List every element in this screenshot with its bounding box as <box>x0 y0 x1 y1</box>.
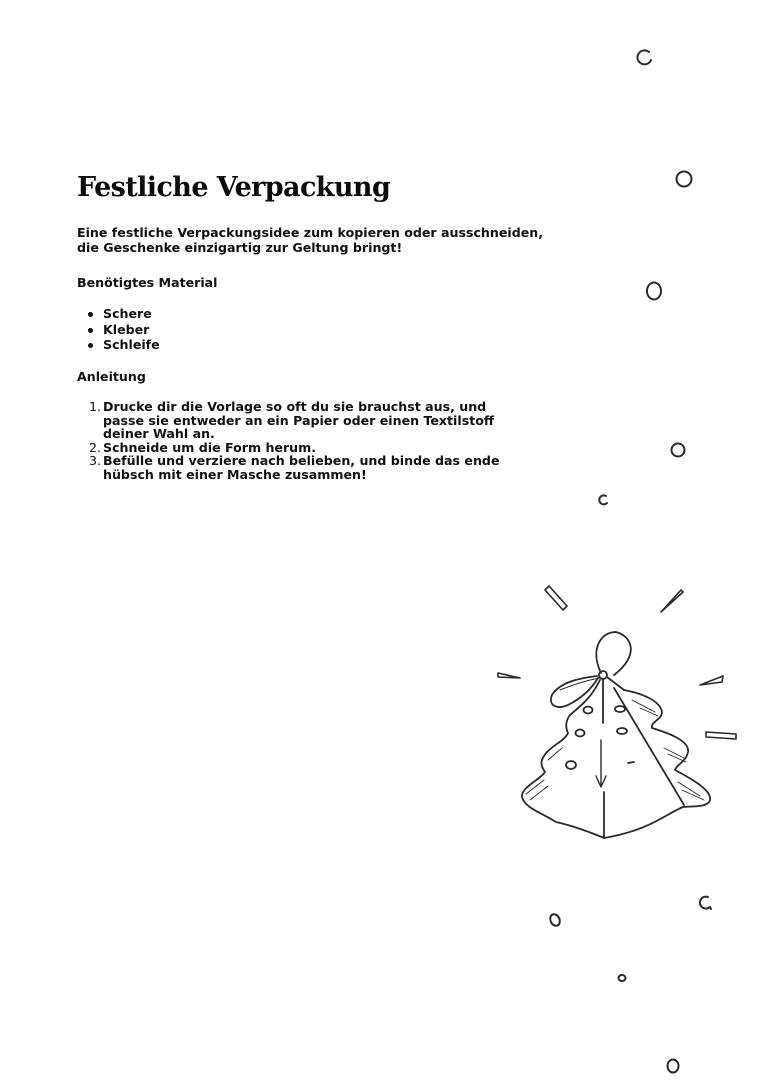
tree-gift-drawing <box>522 632 710 838</box>
list-item <box>77 322 160 338</box>
bullet-icon <box>88 328 93 333</box>
sparkle-icon <box>545 586 567 610</box>
step-number: 1. <box>88 399 101 414</box>
list-item <box>77 337 160 353</box>
bubble-icon <box>638 50 651 64</box>
list-item <box>77 400 527 441</box>
material-label: Schleife <box>103 337 160 352</box>
materials-heading: Benötigtes Material <box>77 275 218 290</box>
bubble-icon <box>548 913 561 928</box>
instructions-list <box>77 400 527 482</box>
bubble-icon <box>619 975 626 981</box>
bubble-icon <box>700 897 711 909</box>
page-title: Festliche Verpackung <box>77 172 391 203</box>
step-text: Drucke dir die Vorlage so oft du sie brauchst aus, und passe sie entweder an ein Papier oder einen Textilstoff deiner Wahl an. <box>103 399 495 442</box>
bullet-icon <box>88 343 93 348</box>
bubble-icon <box>647 283 661 300</box>
list-item <box>77 441 527 455</box>
bubble-icon <box>677 172 692 187</box>
bubble-icon <box>668 1060 679 1073</box>
step-text: Befülle und verziere nach belieben, und binde das ende hübsch mit einer Masche zusammen! <box>103 453 500 482</box>
bubble-icon <box>599 495 607 504</box>
instructions-heading: Anleitung <box>77 369 146 384</box>
sparkle-icon <box>700 676 723 685</box>
sparkles <box>498 586 736 739</box>
step-number: 3. <box>88 453 101 469</box>
intro-text: Eine festliche Verpackungsidee zum kopieren oder ausschneiden, die Geschenke einzigartig zur Geltung bringt! <box>77 225 544 255</box>
materials-list <box>77 306 160 353</box>
step-text: Schneide um die Form herum. <box>103 439 317 455</box>
material-label: Kleber <box>103 321 150 337</box>
list-item <box>77 306 160 322</box>
bubble-icon <box>672 444 685 457</box>
sparkle-icon <box>706 732 736 739</box>
step-number: 2. <box>88 439 101 455</box>
sparkle-icon <box>661 590 683 612</box>
snow-bubbles <box>548 50 711 1072</box>
list-item <box>77 454 527 481</box>
material-label: Schere <box>103 306 152 321</box>
sparkle-icon <box>498 673 520 678</box>
bullet-icon <box>88 312 93 317</box>
